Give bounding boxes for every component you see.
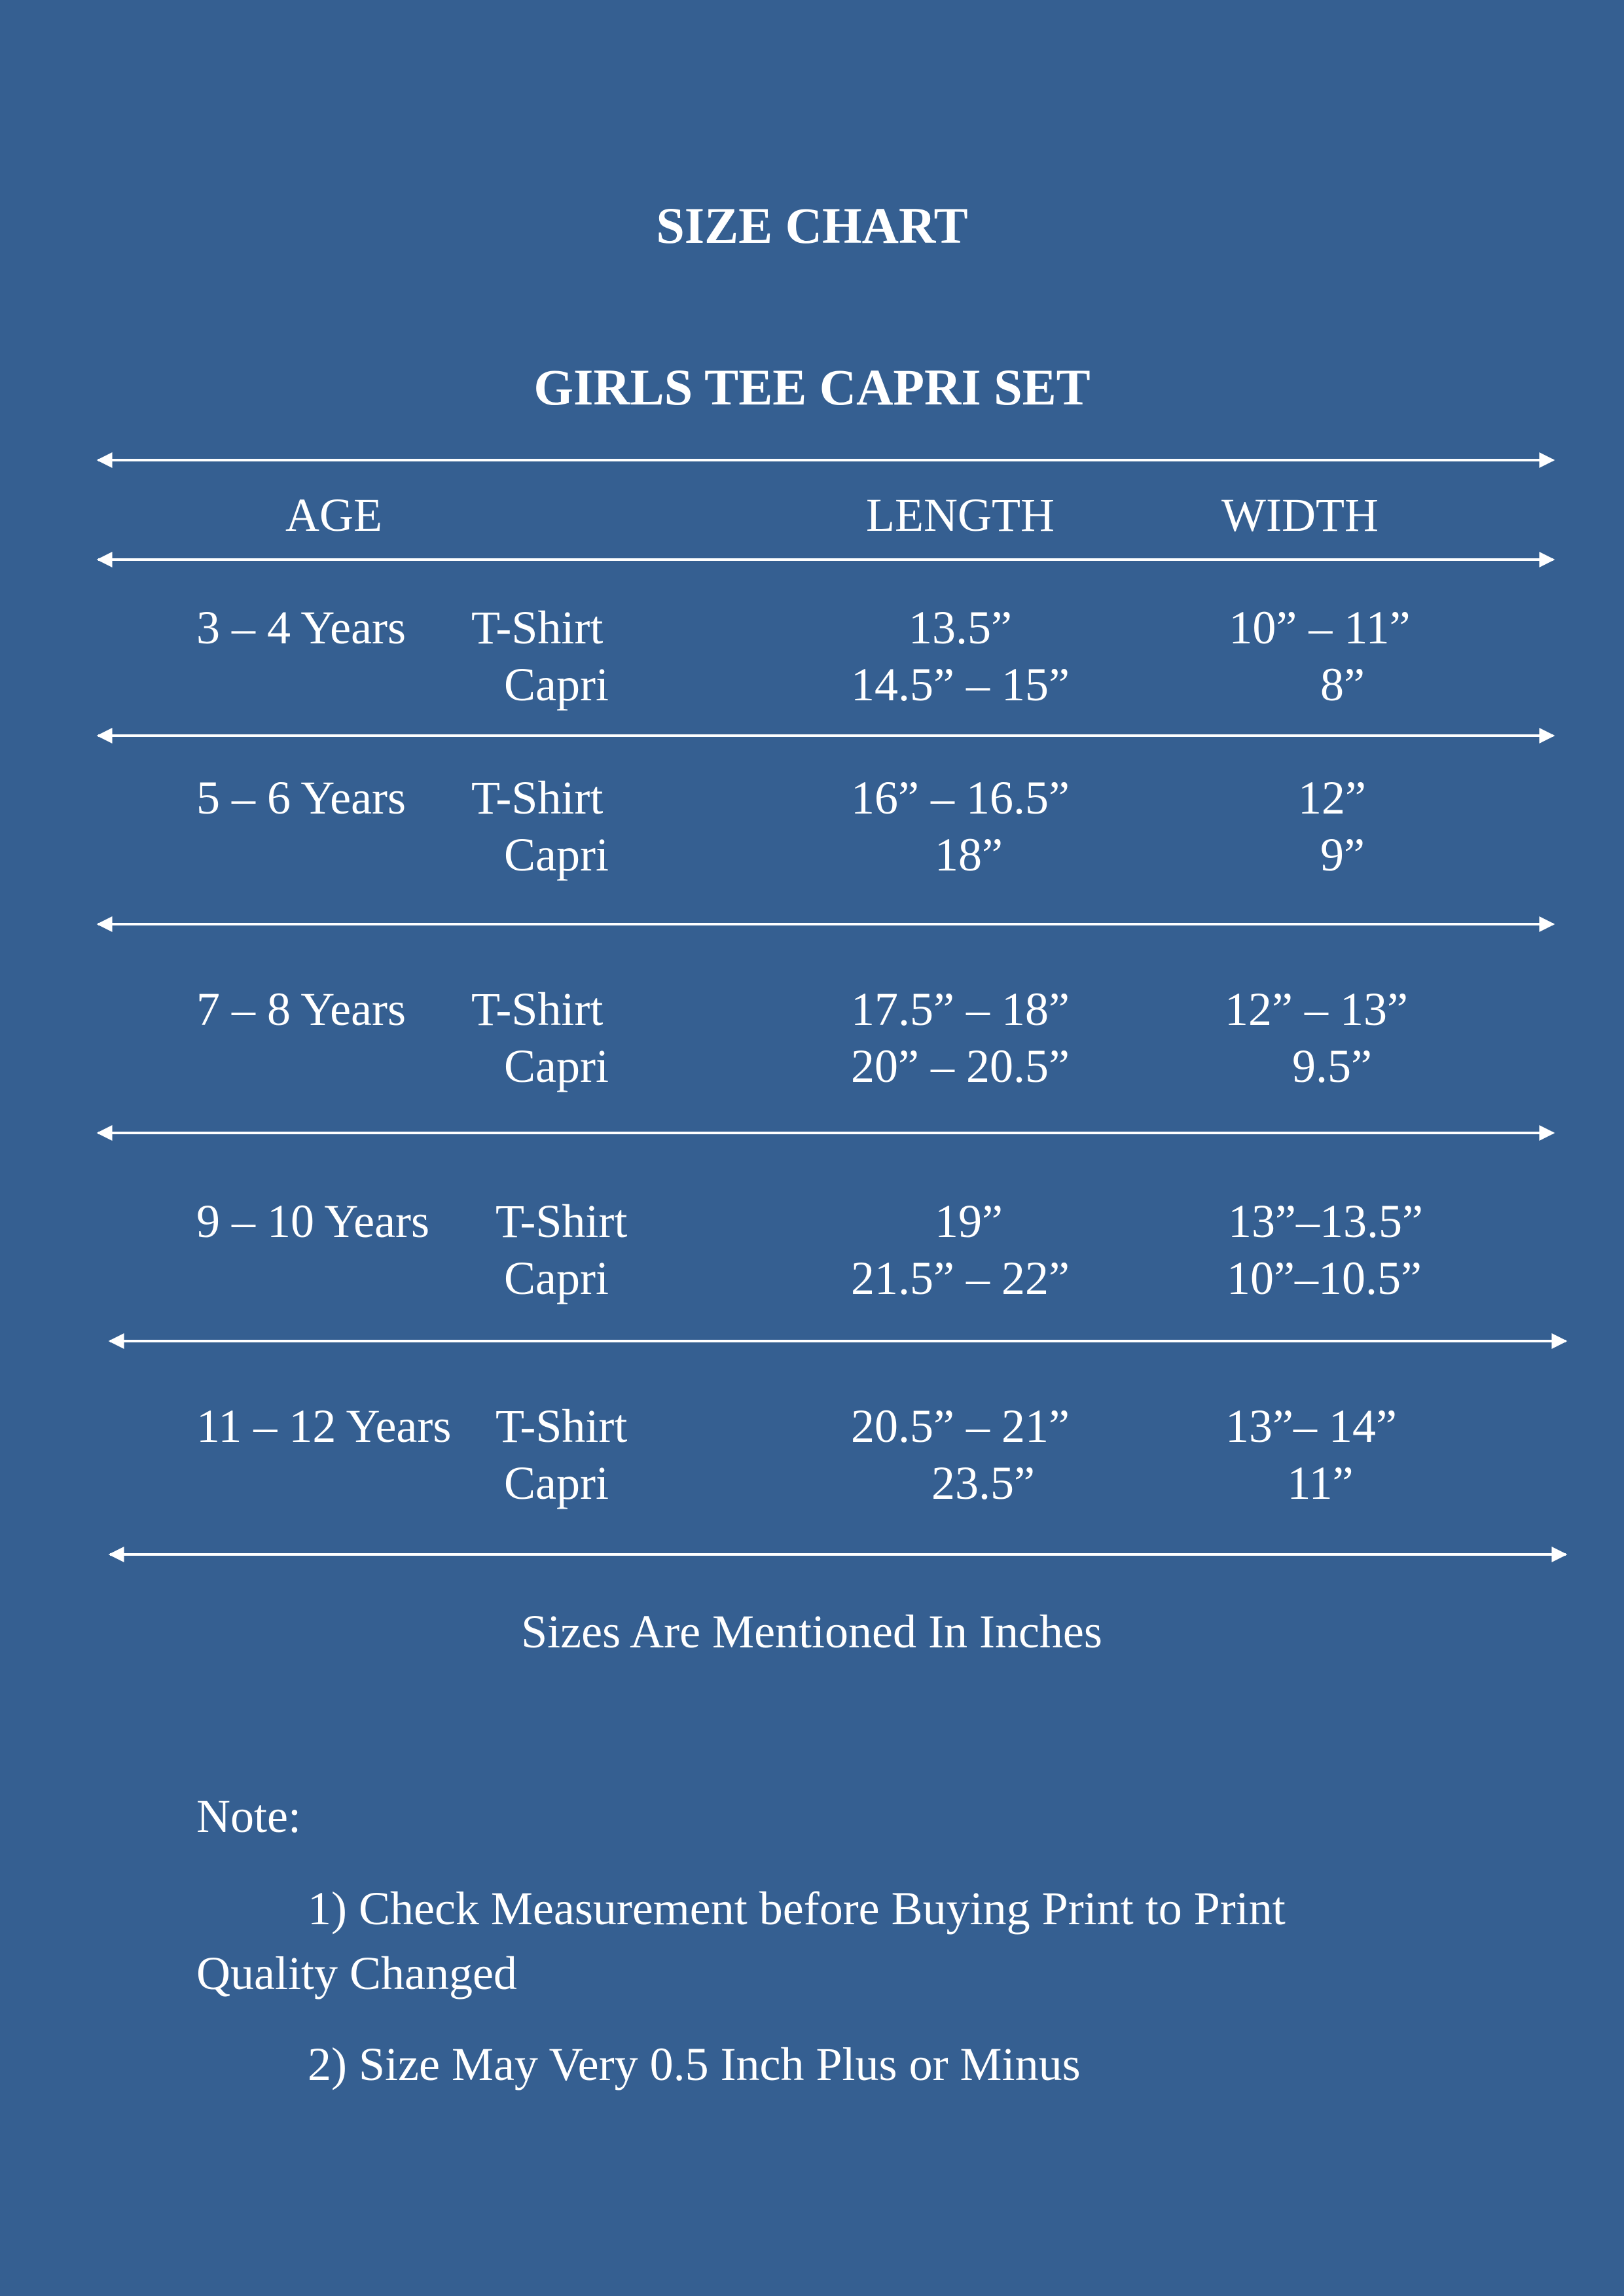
length-value: 20.5” – 21” — [851, 1400, 1070, 1452]
garment-label: Capri — [504, 658, 609, 711]
length-value: 20” – 20.5” — [851, 1040, 1070, 1092]
garment-label: Capri — [504, 1457, 609, 1509]
garment-label: Capri — [504, 1040, 609, 1092]
width-value: 13”– 14” — [1225, 1400, 1397, 1452]
width-value: 8” — [1320, 658, 1365, 711]
length-value: 23.5” — [931, 1457, 1035, 1509]
column-header-width: WIDTH — [1221, 489, 1379, 541]
width-value: 10”–10.5” — [1227, 1252, 1422, 1304]
note-item-2: 2) Size May Very 0.5 Inch Plus or Minus — [308, 2038, 1081, 2090]
page-title: SIZE CHART — [656, 197, 968, 254]
garment-label: T-Shirt — [471, 772, 604, 824]
note-item-1-continued: Quality Changed — [196, 1947, 517, 2000]
chart-subtitle: GIRLS TEE CAPRI SET — [533, 359, 1091, 416]
garment-label: T-Shirt — [496, 1400, 628, 1452]
garment-label: T-Shirt — [471, 983, 604, 1035]
age-range: 9 – 10 Years — [196, 1195, 430, 1247]
units-note: Sizes Are Mentioned In Inches — [521, 1605, 1102, 1658]
length-value: 14.5” – 15” — [851, 658, 1070, 711]
width-value: 12” — [1298, 772, 1366, 824]
garment-label: T-Shirt — [496, 1195, 628, 1247]
width-value: 9” — [1320, 829, 1365, 881]
garment-label: T-Shirt — [471, 601, 604, 654]
width-value: 12” – 13” — [1225, 983, 1408, 1035]
length-value: 19” — [935, 1195, 1003, 1247]
garment-label: Capri — [504, 829, 609, 881]
length-value: 18” — [935, 829, 1003, 881]
age-range: 11 – 12 Years — [196, 1400, 452, 1452]
width-value: 10” – 11” — [1229, 601, 1411, 654]
length-value: 17.5” – 18” — [851, 983, 1070, 1035]
age-range: 3 – 4 Years — [196, 601, 406, 654]
age-range: 7 – 8 Years — [196, 983, 406, 1035]
column-header-length: LENGTH — [866, 489, 1055, 541]
note-item-1: 1) Check Measurement before Buying Print to Print — [308, 1882, 1286, 1935]
width-value: 11” — [1287, 1457, 1354, 1509]
note-label: Note: — [196, 1790, 301, 1842]
length-value: 16” – 16.5” — [851, 772, 1070, 824]
width-value: 13”–13.5” — [1228, 1195, 1423, 1247]
garment-label: Capri — [504, 1252, 609, 1304]
age-range: 5 – 6 Years — [196, 772, 406, 824]
column-header-age: AGE — [285, 489, 382, 541]
length-value: 21.5” – 22” — [851, 1252, 1070, 1304]
length-value: 13.5” — [909, 601, 1012, 654]
width-value: 9.5” — [1292, 1040, 1372, 1092]
